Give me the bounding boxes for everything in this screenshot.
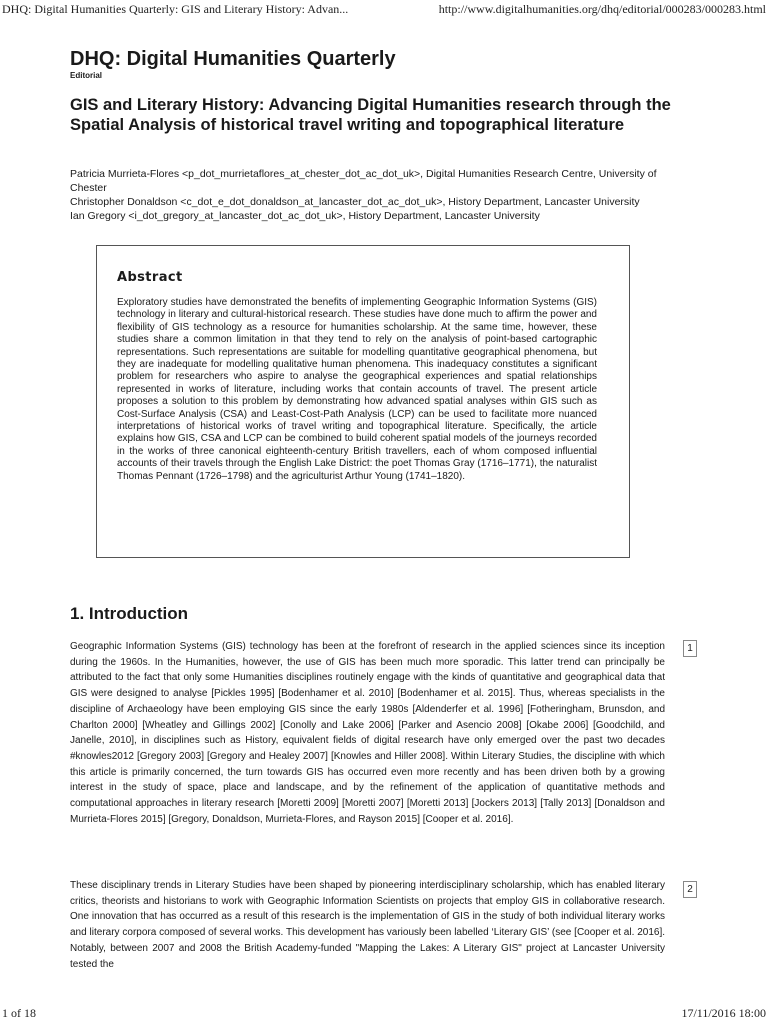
paragraph-2: These disciplinary trends in Literary Studies have been shaped by pioneering interdisciplinary scholarship, which has enabled literary critics, theorists and historians to work with Geographic Information Scientists on projects that employ GIS in collaborative research. One innovation that has occurred as a result of this research is the implementation of GIS in the study of both individual literary works and literary corpora composed of several works. This development has variously been labelled ‘Literary GIS’ (see [Cooper et al. 2016]. Notably, between 2007 and 2008 the British Academy-funded "Mapping the Lakes: A Literary GIS" project at Lancaster University tested the bbox=[70, 880, 665, 970]
author-entry: Patricia Murrieta-Flores <p_dot_murrietaflores_at_chester_dot_ac_dot_uk>, Digital Humanities Research Centre, University of Chester bbox=[70, 168, 657, 194]
section-label: Editorial bbox=[70, 71, 103, 80]
author-list bbox=[70, 167, 670, 223]
abstract-heading: Abstract bbox=[117, 270, 183, 285]
paragraph-number-link[interactable]: 2 bbox=[683, 881, 697, 898]
site-title: DHQ: Digital Humanities Quarterly bbox=[70, 48, 396, 70]
author-entry: Ian Gregory <i_dot_gregory_at_lancaster_dot_ac_dot_uk>, History Department, Lancaster University bbox=[70, 210, 540, 222]
section-heading-introduction: 1. Introduction bbox=[70, 604, 189, 623]
print-footer bbox=[0, 1004, 768, 1024]
print-timestamp: 17/11/2016 18:00 bbox=[681, 1006, 766, 1020]
abstract-text: Exploratory studies have demonstrated the benefits of implementing Geographic Information Systems (GIS) technology in literary and cultural-historical research. These studies have done much to affirm the power and flexibility of GIS technology as a resource for humanities scholarship. At the same time, however, these studies share a common limitation in that they tend to rely on the analysis of point-based cartographic representations. Such representations are suitable for modelling quantitative geographical phenomena, but they are inadequate for modelling qualitative human phenomena. This inadequacy constitutes a significant problem for researchers who aspire to analyse the geographical experiences and spatial relationships represented in works of literature, including works that contain accounts of travel. The present article proposes a solution to this problem by demonstrating how advanced spatial analyses within GIS such as Cost-Surface Analysis (CSA) and Least-Cost-Path Analysis (LCP) can be used to facilitate more nuanced interpretations of historical works of travel writing and topographical literature. Specifically, the article explains how GIS, CSA and LCP can be combined to build coherent spatial models of the journeys recorded in the works of three canonical eighteenth-century British travellers, each of whom composed influential accounts of their travels through the English Lake District: the poet Thomas Gray (1716–1771), the naturalist Thomas Pennant (1726–1798) and the agriculturist Arthur Young (1741–1820). bbox=[117, 297, 597, 482]
paragraph-number-link[interactable]: 1 bbox=[683, 640, 697, 657]
print-header bbox=[0, 0, 768, 20]
print-header-url: http://www.digitalhumanities.org/dhq/editorial/000283/000283.html bbox=[438, 2, 766, 16]
paragraph-1: Geographic Information Systems (GIS) technology has been at the forefront of research in the applied sciences since its inception during the 1960s. In the Humanities, however, the use of GIS has been much more sporadic. This latter trend can principally be attributed to the fact that only some Humanities disciplines routinely engage with the kinds of quantitative and geographical data that GIS were designed to analyse [Pickles 1995] [Bodenhamer et al. 2010] [Bodenhamer et al. 2015]. Thus, whereas specialists in the discipline of Archaeology have been employing GIS since the early 1980s [Aldenderfer et al. 1996] [Fotheringham, Brunsdon, and Charlton 2000] [Wheatley and Gillings 2002] [Conolly and Lake 2006] [Parker and Asencio 2008] [Okabe 2006] [Goodchild, and Janelle, 2010], in disciplines such as History, equivalent fields of digital research have only emerged over the past two decades #knowles2012 [Gregory 2003] [Gregory and Healey 2007] [Knowles and Hiller 2008]. Within Literary Studies, the discipline with which this article is primarily concerned, the turn towards GIS has occurred even more recently and has been driven both by a growing interest in the study of space, place and landscape, and by the refinement of the application of quantitative methods and computational approaches in literary research [Moretti 2009] [Moretti 2007] [Moretti 2013] [Jockers 2013] [Tally 2013] [Donaldson and Murrieta-Flores 2015] [Gregory, Donaldson, Murrieta-Flores, and Rayson 2015] [Cooper et al. 2016]. bbox=[70, 641, 665, 825]
author-entry: Christopher Donaldson <c_dot_e_dot_donaldson_at_lancaster_dot_ac_dot_uk>, History Department, Lancaster University bbox=[70, 196, 640, 208]
page-counter: 1 of 18 bbox=[2, 1006, 36, 1020]
abstract-box bbox=[96, 245, 630, 558]
article-title: GIS and Literary History: Advancing Digital Humanities research through the Spatial Analysis of historical travel writing and topographical literature bbox=[70, 96, 671, 134]
print-header-title: DHQ: Digital Humanities Quarterly: GIS and Literary History: Advan... bbox=[2, 2, 349, 16]
